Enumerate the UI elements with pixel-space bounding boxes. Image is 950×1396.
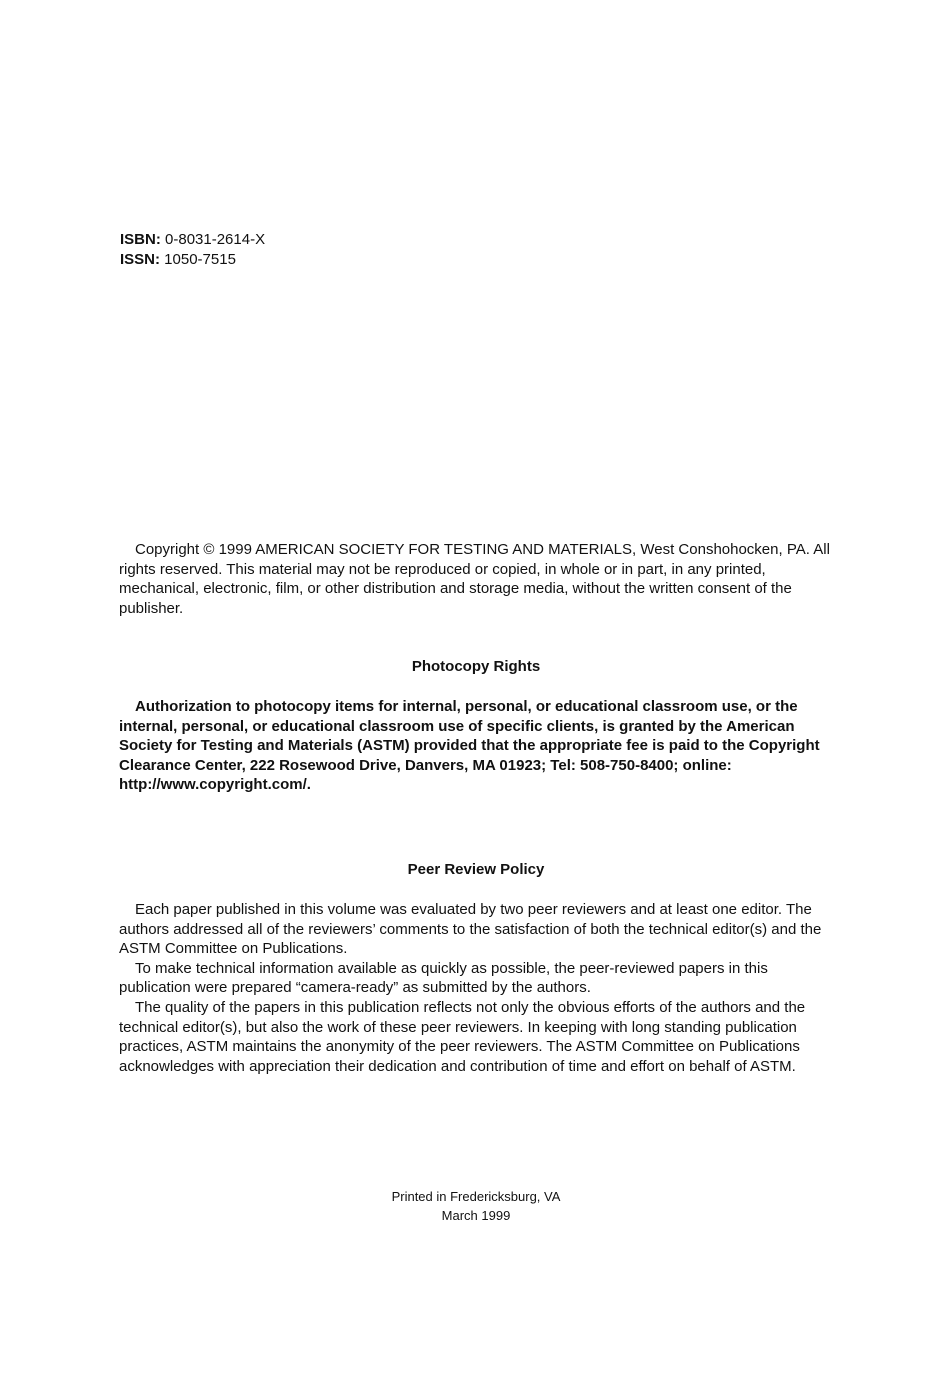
isbn-value: 0-8031-2614-X	[160, 231, 266, 248]
photocopy-rights-heading: Photocopy Rights	[411, 658, 541, 675]
issn-line	[120, 250, 265, 270]
issn-label: ISSN:	[120, 251, 161, 268]
isbn-line	[120, 230, 265, 250]
identifiers	[120, 230, 265, 270]
issn-value: 1050-7515	[160, 251, 236, 268]
printed-location: Printed in Fredericksburg, VA	[391, 1189, 561, 1204]
isbn-label: ISBN:	[120, 231, 161, 248]
peer-review-paragraph: The quality of the papers in this publication reflects not only the obvious efforts of the authors and the technical editor(s), but also the work of these peer reviewers. In keeping with long standing publication practices, ASTM maintains the anonymity of the peer reviewers. The ASTM Committee on Publications acknowledges with appreciation their dedication and contribution of time and effort on behalf of ASTM.	[119, 998, 806, 1075]
photocopy-rights-text: Authorization to photocopy items for internal, personal, or educational classroom use, or the internal, personal, or educational classroom use of specific clients, is granted by the American Society for Testing and Materials (ASTM) provided that the appropriate fee is paid to the Copyright Clearance Center, 222 Rosewood Drive, Danvers, MA 01923; Tel: 508-750-8400; online: http://www.copyright.com/.	[119, 698, 820, 794]
print-date: March 1999	[441, 1208, 511, 1223]
print-info	[119, 1187, 833, 1225]
peer-review-text	[119, 900, 833, 1076]
peer-review-paragraph: Each paper published in this volume was evaluated by two peer reviewers and at least one editor. The authors addressed all of the reviewers’ comments to the satisfaction of both the technical editor(s) and the ASTM Committee on Publications.	[119, 901, 822, 958]
copyright-notice: Copyright © 1999 AMERICAN SOCIETY FOR TESTING AND MATERIALS, West Conshohocken, PA. All rights reserved. This material may not be reproduced or copied, in whole or in part, in any printed, mechanical, electronic, film, or other distribution and storage media, without the written consent of the publisher.	[119, 541, 830, 617]
peer-review-heading: Peer Review Policy	[407, 861, 545, 878]
peer-review-paragraph: To make technical information available as quickly as possible, the peer-reviewed papers in this publication were prepared “camera-ready” as submitted by the authors.	[119, 959, 768, 997]
